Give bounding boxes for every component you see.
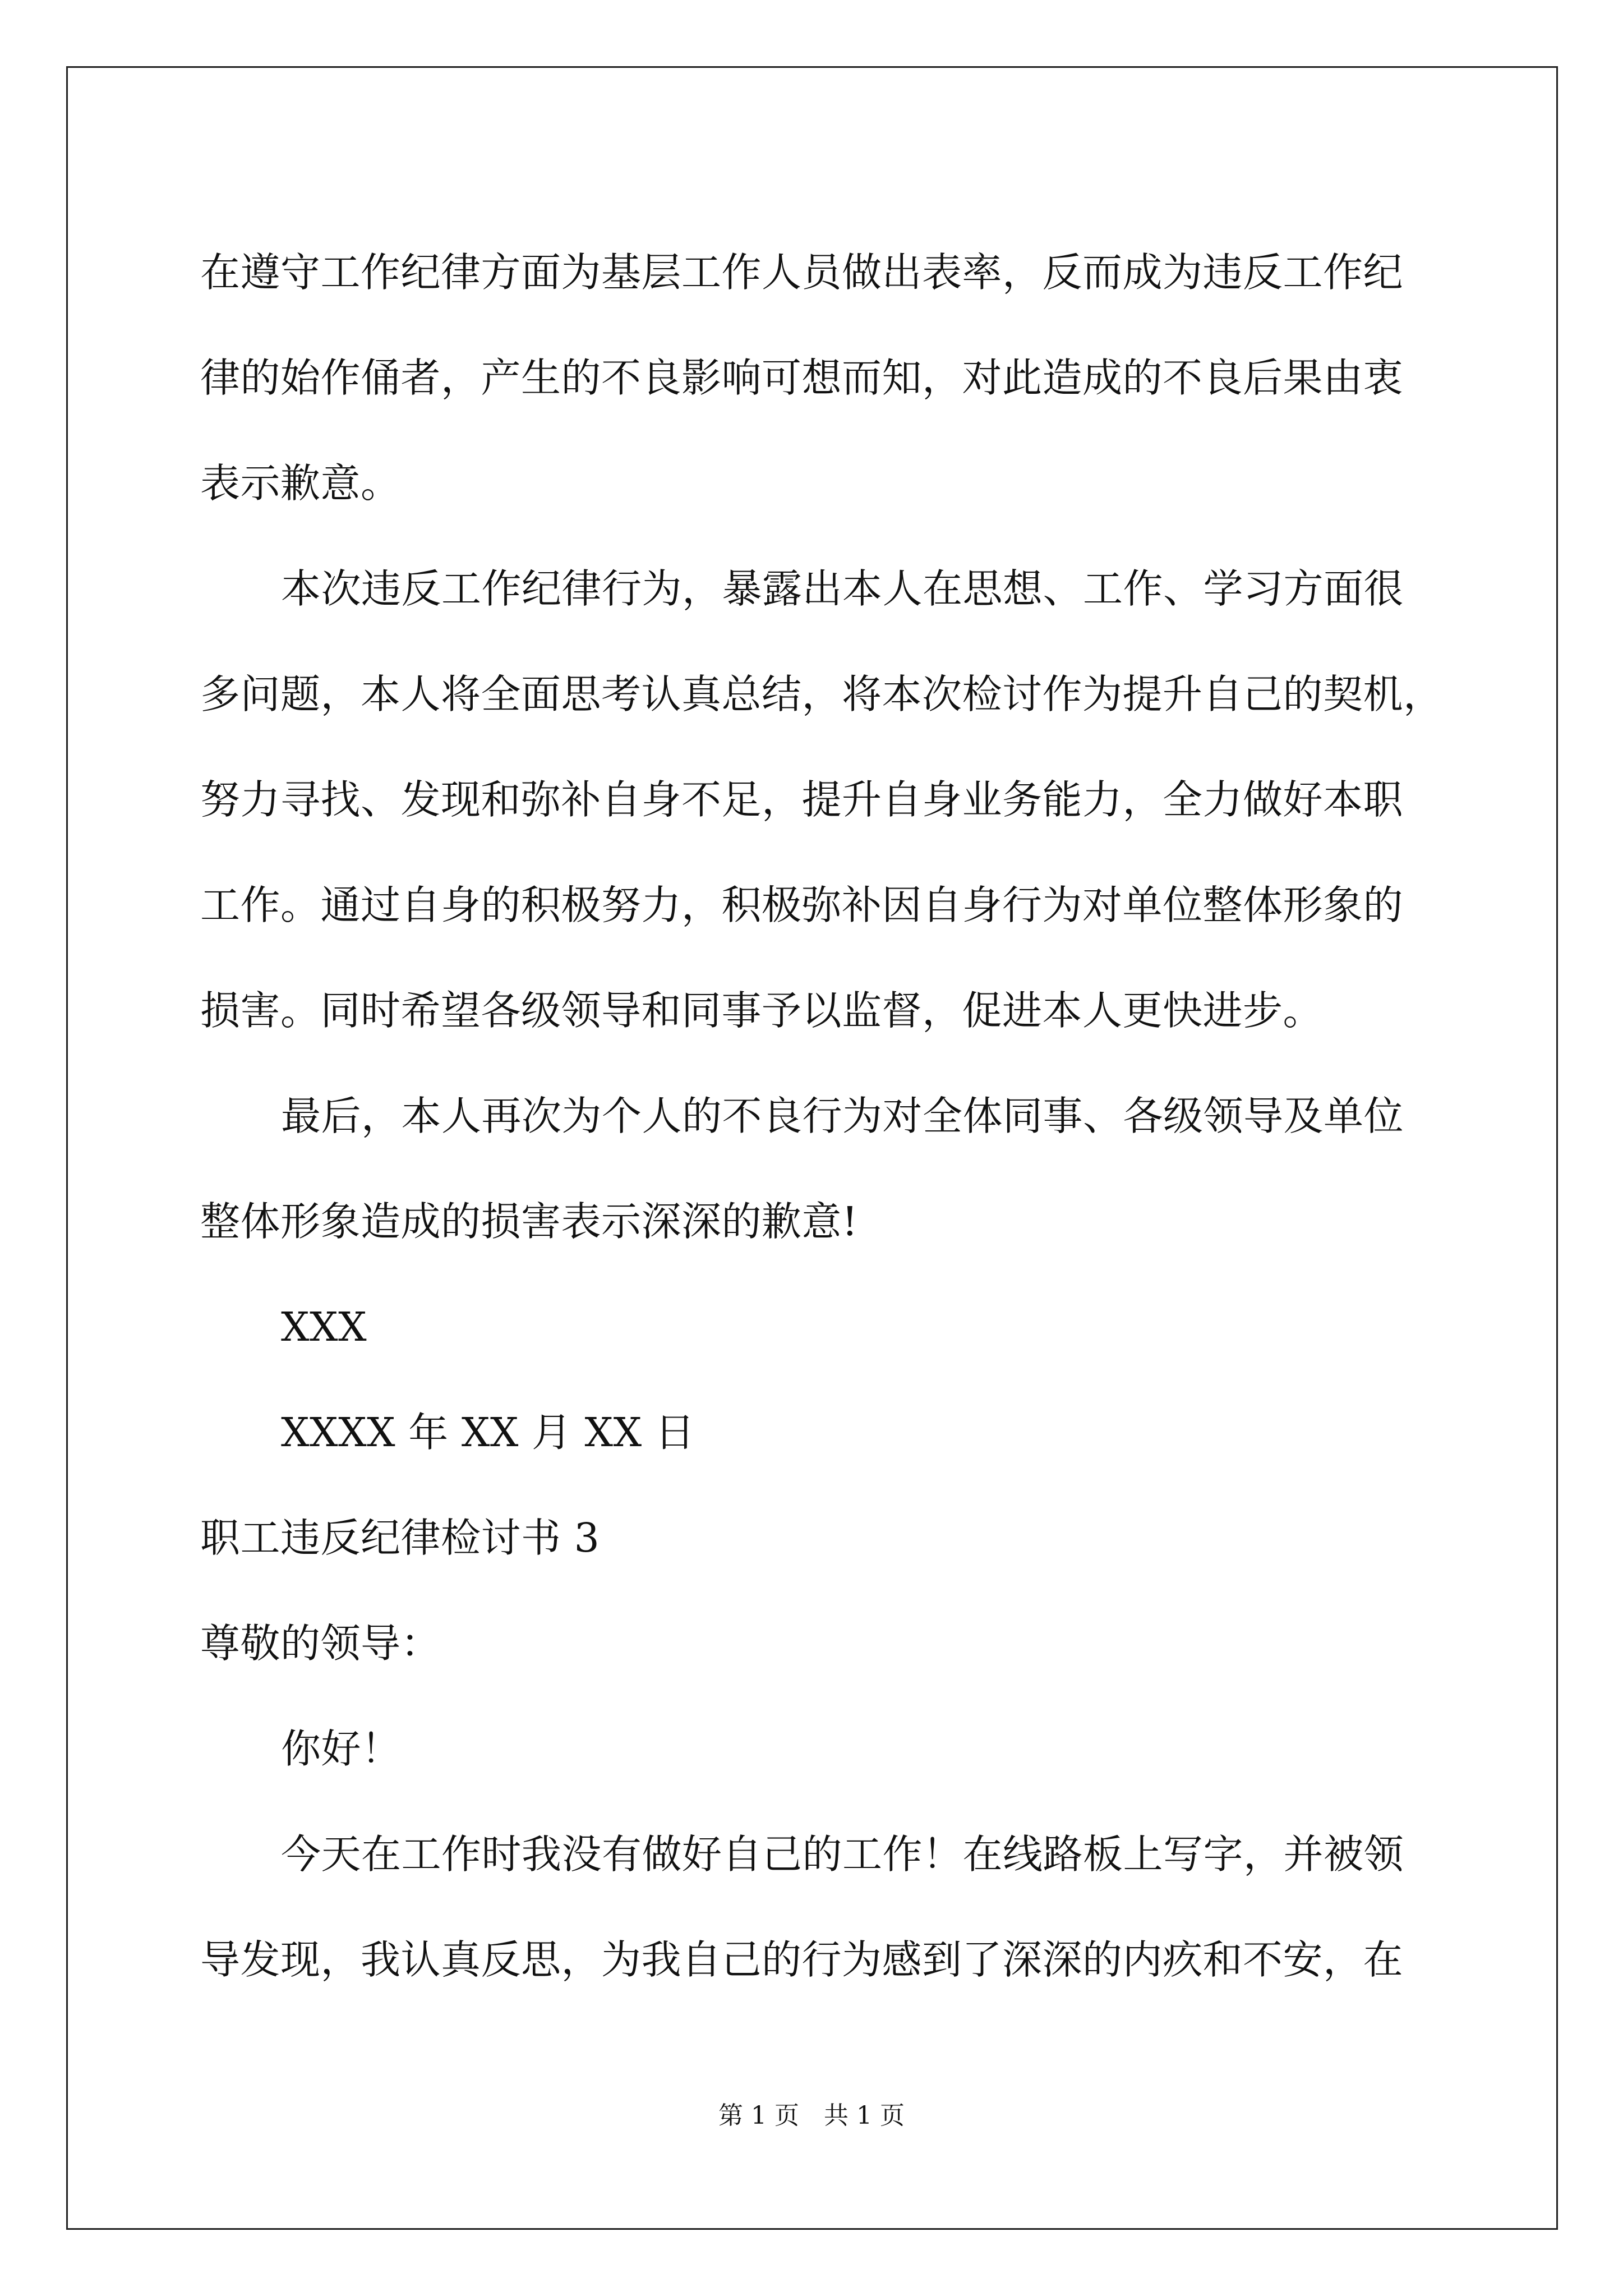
document-body xyxy=(200,220,1444,2013)
text-line: 表示歉意。 xyxy=(200,460,401,507)
text-line: 努力寻找、发现和弥补自身不足，提升自身业务能力，全力做好本职 xyxy=(200,776,1404,823)
page-total: 共 1 页 xyxy=(824,2101,905,2130)
section-heading: 职工违反纪律检讨书 3 xyxy=(200,1515,600,1561)
paragraph-start: 本次违反工作纪律行为，暴露出本人在思想、工作、学习方面很 xyxy=(281,565,1404,612)
signature-date: XXXX 年 XX 月 XX 日 xyxy=(281,1409,695,1456)
text-line: 损害。同时希望各级领导和同事予以监督，促进本人更快进步。 xyxy=(200,987,1324,1034)
page-footer xyxy=(0,2099,1623,2133)
paragraph-start: 今天在工作时我没有做好自己的工作！在线路板上写字，并被领 xyxy=(281,1831,1404,1878)
paragraph-start: 最后，本人再次为个人的不良行为对全体同事、各级领导及单位 xyxy=(281,1093,1404,1139)
text-line: 工作。通过自身的积极努力，积极弥补因自身行为对单位整体形象的 xyxy=(200,882,1404,928)
text-line: 律的始作俑者，产生的不良影响可想而知，对此造成的不良后果由衷 xyxy=(200,355,1404,401)
salutation: 尊敬的领导： xyxy=(200,1620,441,1667)
text-line: 在遵守工作纪律方面为基层工作人员做出表率，反而成为违反工作纪 xyxy=(200,249,1404,296)
text-line: 多问题，本人将全面思考认真总结，将本次检讨作为提升自己的契机， xyxy=(200,671,1444,717)
greeting: 你好！ xyxy=(281,1726,402,1772)
page-number: 第 1 页 xyxy=(718,2101,799,2130)
text-line: 导发现，我认真反思，为我自己的行为感到了深深的内疚和不安，在 xyxy=(200,1936,1404,1983)
signature-name: XXX xyxy=(281,1304,367,1350)
text-line: 整体形象造成的损害表示深深的歉意! xyxy=(200,1198,859,1245)
